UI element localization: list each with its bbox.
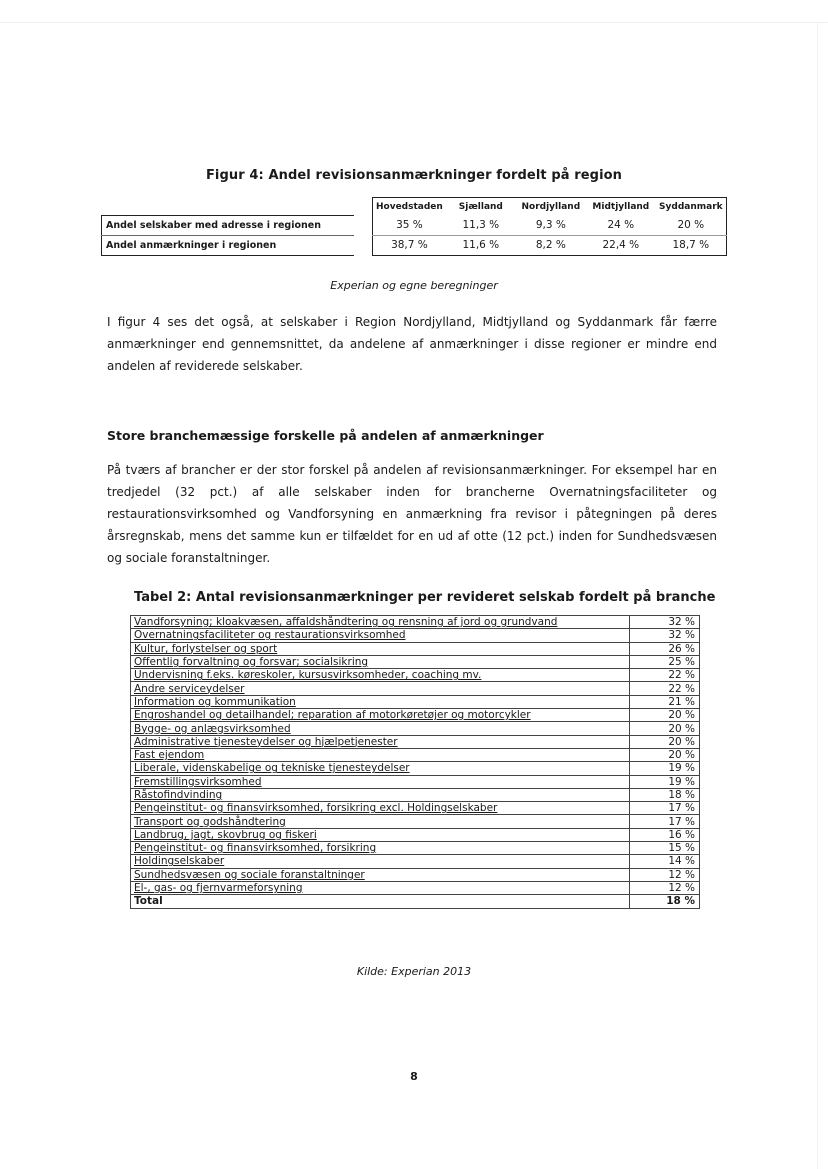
- branch-percentage: 22 %: [630, 682, 700, 695]
- table-title: Tabel 2: Antal revisionsanmærkninger per revideret selskab fordelt på branche: [134, 590, 716, 605]
- region-cell: 20 %: [656, 215, 727, 235]
- table-row: [131, 616, 700, 629]
- branch-percentage: 18 %: [630, 788, 700, 801]
- branch-percentage: 32 %: [630, 616, 700, 629]
- branch-name: Offentlig forvaltning og forsvar; socialsikring: [131, 655, 630, 668]
- region-cell: 35 %: [373, 215, 446, 235]
- branch-name: El-, gas- og fjernvarmeforsyning: [131, 881, 630, 894]
- table-source: Kilde: Experian 2013: [356, 965, 472, 978]
- region-header: Midtjylland: [586, 198, 656, 216]
- table-row: [131, 842, 700, 855]
- table-total-row: [131, 895, 700, 908]
- branch-percentage: 32 %: [630, 629, 700, 642]
- table-row: [131, 788, 700, 801]
- region-cell: 11,6 %: [446, 235, 516, 255]
- branch-name: Engroshandel og detailhandel; reparation af motorkøretøjer og motorcykler: [131, 709, 630, 722]
- region-row-label: Andel selskaber med adresse i regionen: [102, 215, 355, 235]
- table-row: [131, 802, 700, 815]
- table-row: [131, 695, 700, 708]
- table-row: [131, 868, 700, 881]
- branch-percentage: 17 %: [630, 802, 700, 815]
- branch-percentage: 14 %: [630, 855, 700, 868]
- branch-percentage: 22 %: [630, 669, 700, 682]
- branch-name: Holdingselskaber: [131, 855, 630, 868]
- paragraph: På tværs af brancher er der stor forskel på andelen af revisionsanmærkninger. For eksempel har en tredjedel (32 pct.) af alle selskaber inden for brancherne Overnatningsfaciliteter og restaurationsvirksomhed og Vandforsyning en anmærkning fra revisor i påtegningen på deres årsregnskab, mens det samme kun er tilfældet for en ud af otte (12 pct.) inden for Sundhedsvæsen og sociale foranstaltninger.: [107, 463, 717, 565]
- page-number: 8: [410, 1070, 418, 1083]
- table-row: [131, 629, 700, 642]
- branch-percentage: 21 %: [630, 695, 700, 708]
- region-table-container: [101, 197, 727, 256]
- branch-percentage: 20 %: [630, 748, 700, 761]
- branch-name: Administrative tjenesteydelser og hjælpetjenester: [131, 735, 630, 748]
- branch-name: Kultur, forlystelser og sport: [131, 642, 630, 655]
- table-row: [131, 735, 700, 748]
- region-cell: 8,2 %: [516, 235, 586, 255]
- branch-name: Fremstillingsvirksomhed: [131, 775, 630, 788]
- branch-name: Bygge- og anlægsvirksomhed: [131, 722, 630, 735]
- branch-name: Pengeinstitut- og finansvirksomhed, forsikring excl. Holdingselskaber: [131, 802, 630, 815]
- branch-percentage: 20 %: [630, 722, 700, 735]
- branch-name: Landbrug, jagt, skovbrug og fiskeri: [131, 828, 630, 841]
- section-heading: Store branchemæssige forskelle på andelen af anmærkninger: [107, 428, 544, 443]
- region-cell: 22,4 %: [586, 235, 656, 255]
- branch-percentage: 16 %: [630, 828, 700, 841]
- branch-name: Liberale, videnskabelige og tekniske tjenesteydelser: [131, 762, 630, 775]
- region-header: Nordjylland: [516, 198, 586, 216]
- branch-table-container: [130, 615, 700, 909]
- branch-percentage: 20 %: [630, 735, 700, 748]
- region-cell: 9,3 %: [516, 215, 586, 235]
- region-header: Sjælland: [446, 198, 516, 216]
- branch-name: Råstofindvinding: [131, 788, 630, 801]
- table-row: [131, 881, 700, 894]
- region-header: Syddanmark: [656, 198, 727, 216]
- branch-name: Transport og godshåndtering: [131, 815, 630, 828]
- branch-percentage: 12 %: [630, 868, 700, 881]
- branch-percentage: 26 %: [630, 642, 700, 655]
- table-row: [131, 855, 700, 868]
- branch-name: Vandforsyning; kloakvæsen, affaldshåndtering og rensning af jord og grundvand: [131, 616, 630, 629]
- branch-name: Overnatningsfaciliteter og restaurationsvirksomhed: [131, 629, 630, 642]
- region-cell: 38,7 %: [373, 235, 446, 255]
- paragraph: I figur 4 ses det også, at selskaber i Region Nordjylland, Midtjylland og Syddanmark får færre anmærkninger end gennemsnittet, da andelene af anmærkninger i disse regioner er mindre end andelen af reviderede selskaber.: [107, 315, 717, 373]
- branch-name: Andre serviceydelser: [131, 682, 630, 695]
- region-cell: 18,7 %: [656, 235, 727, 255]
- branch-name: Undervisning f.eks. køreskoler, kursusvirksomheder, coaching mv.: [131, 669, 630, 682]
- branch-percentage: 19 %: [630, 762, 700, 775]
- branch-name: Information og kommunikation: [131, 695, 630, 708]
- branch-table: [130, 615, 700, 909]
- figure-title: Figur 4: Andel revisionsanmærkninger fordelt på region: [205, 168, 623, 183]
- table-row: [131, 748, 700, 761]
- branch-percentage: 19 %: [630, 775, 700, 788]
- table-row: [131, 682, 700, 695]
- branch-name: Pengeinstitut- og finansvirksomhed, forsikring: [131, 842, 630, 855]
- branch-percentage: 15 %: [630, 842, 700, 855]
- figure-source: Experian og egne beregninger: [330, 279, 498, 292]
- branch-name: Fast ejendom: [131, 748, 630, 761]
- table-row: [131, 642, 700, 655]
- region-cell: 11,3 %: [446, 215, 516, 235]
- table-row: [131, 815, 700, 828]
- branch-percentage: 17 %: [630, 815, 700, 828]
- region-cell: 24 %: [586, 215, 656, 235]
- region-row-label: Andel anmærkninger i regionen: [102, 235, 355, 255]
- branch-percentage: 20 %: [630, 709, 700, 722]
- table-row: [131, 722, 700, 735]
- page-top-edge: [0, 22, 828, 23]
- branch-percentage: 12 %: [630, 881, 700, 894]
- branch-percentage: 25 %: [630, 655, 700, 668]
- region-table: [101, 197, 727, 256]
- table-row: [131, 655, 700, 668]
- total-label: Total: [131, 895, 630, 908]
- table-row: [131, 669, 700, 682]
- table-row: [131, 762, 700, 775]
- region-header: Hovedstaden: [373, 198, 446, 216]
- table-row: [131, 709, 700, 722]
- table-row: [131, 775, 700, 788]
- table-row: [131, 828, 700, 841]
- branch-name: Sundhedsvæsen og sociale foranstaltninger: [131, 868, 630, 881]
- total-percentage: 18 %: [630, 895, 700, 908]
- page-right-edge: [817, 22, 818, 1169]
